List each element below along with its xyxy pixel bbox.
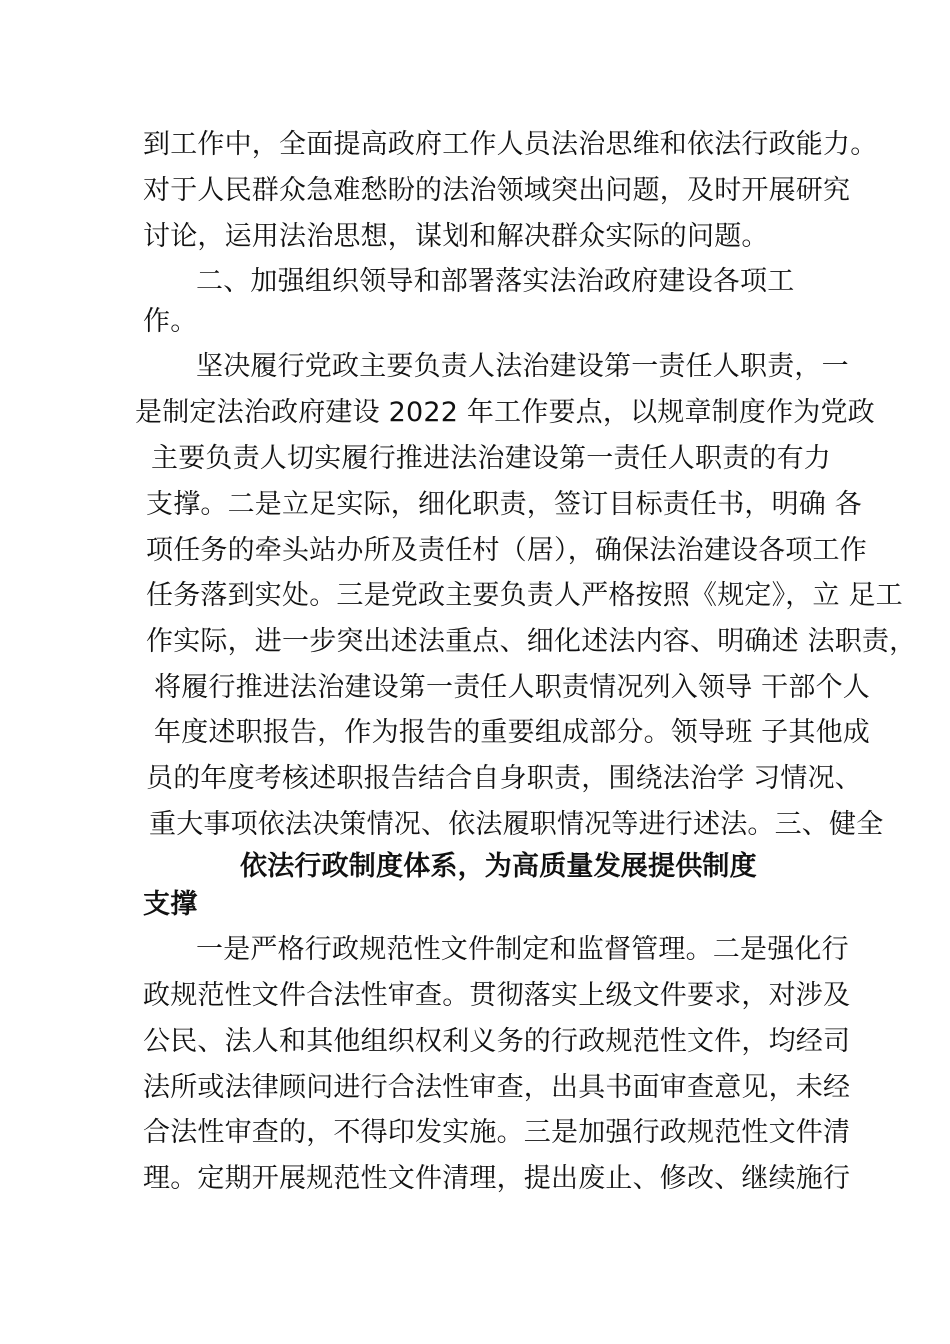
text-line-14: 年度述职报告，作为报告的重要组成部分。领导班 子其他成 [154,717,870,748]
text-line-6: 坚决履行党政主要负责人法治建设第一责任人职责，一 [196,351,849,382]
section-heading-2: 二、加强组织领导和部署落实法治政府建设各项工 [196,266,795,297]
text-line-24: 理。定期开展规范性文件清理，提出废止、修改、继续施行 [143,1163,851,1194]
text-line-15: 员的年度考核述职报告结合自身职责，围绕法治学 习情况、 [146,763,862,794]
text-line-19: 一是严格行政规范性文件制定和监督管理。二是强化行 [196,934,849,965]
section-heading-3-cont: 支撑 [143,889,198,920]
text-line-16: 重大事项依法决策情况、依法履职情况等进行述法。三、健全 [149,809,884,840]
text-line-8: 主要负责人切实履行推进法治建设第一责任人职责的有力 [151,443,831,474]
text-line-10: 项任务的牵头站办所及责任村（居），确保法治建设各项工作 [146,535,867,566]
text-line-11: 任务落到实处。三是党政主要负责人严格按照《规定》，立 足工 [146,580,903,611]
section-heading-3: 依法行政制度体系，为高质量发展提供制度 [240,851,757,882]
text-line-3: 讨论，运用法治思想，谋划和解决群众实际的问题。 [143,221,769,252]
text-line-1: 到工作中，全面提高政府工作人员法治思维和依法行政能力。 [143,129,878,160]
text-line-20: 政规范性文件合法性审查。贯彻落实上级文件要求，对涉及 [143,980,851,1011]
text-line-23: 合法性审查的，不得印发实施。三是加强行政规范性文件清 [143,1117,851,1148]
text-line-9: 支撑。二是立足实际，细化职责，签订目标责任书，明确 各 [146,489,862,520]
text-line-12: 作实际，进一步突出述法重点、细化述法内容、明确述 法职责， [146,626,917,657]
text-line-21: 公民、法人和其他组织权利义务的行政规范性文件，均经司 [143,1026,851,1057]
text-line-2: 对于人民群众急难愁盼的法治领域突出问题，及时开展研究 [143,175,851,206]
text-line-22: 法所或法律顾问进行合法性审查，出具书面审查意见，未经 [143,1072,851,1103]
text-line-7: 是制定法治政府建设 2022 年工作要点，以规章制度作为党政 [135,397,875,428]
section-heading-2-cont: 作。 [143,306,198,337]
text-line-13: 将履行推进法治建设第一责任人职责情况列入领导 干部个人 [154,672,870,703]
